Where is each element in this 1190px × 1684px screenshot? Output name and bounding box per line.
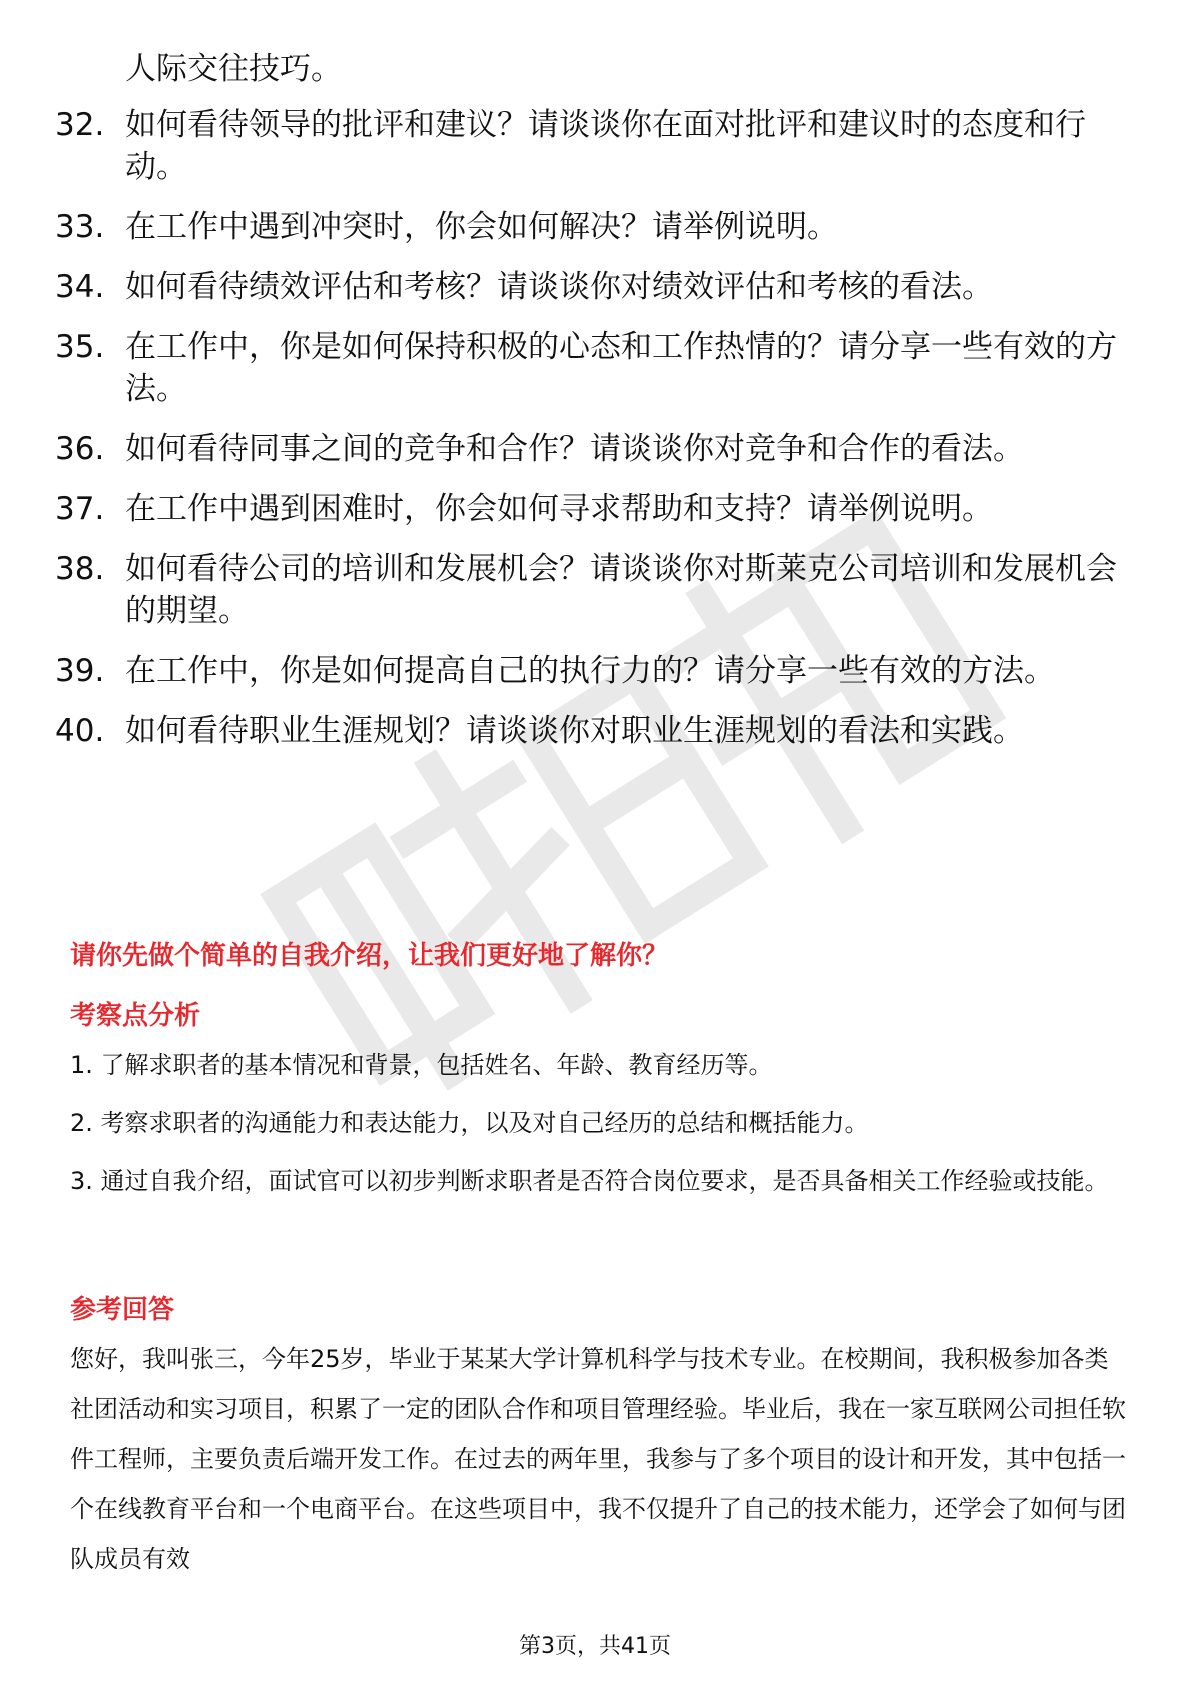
analysis-point: 1. 了解求职者的基本情况和背景，包括姓名、年龄、教育经历等。 bbox=[70, 1051, 773, 1079]
question-text: 在工作中，你是如何提高自己的执行力的？请分享一些有效的方法。 bbox=[125, 653, 1055, 689]
question-item bbox=[55, 326, 1135, 410]
question-text: 在工作中遇到困难时，你会如何寻求帮助和支持？请举例说明。 bbox=[125, 491, 993, 527]
question-item bbox=[55, 650, 1135, 692]
analysis-point: 2. 考察求职者的沟通能力和表达能力，以及对自己经历的总结和概括能力。 bbox=[70, 1109, 869, 1137]
question-text: 如何看待职业生涯规划？请谈谈你对职业生涯规划的看法和实践。 bbox=[125, 713, 1024, 749]
page-number: 第3页，共41页 bbox=[519, 1634, 671, 1659]
question-text: 在工作中，你是如何保持积极的心态和工作热情的？请分享一些有效的方法。 bbox=[125, 329, 1117, 407]
interview-question-heading: 请你先做个简单的自我介绍，让我们更好地了解你？ bbox=[70, 941, 669, 971]
question-text: 在工作中遇到冲突时，你会如何解决？请举例说明。 bbox=[125, 209, 838, 245]
question-number: 37. bbox=[55, 491, 105, 527]
question-item bbox=[55, 488, 1135, 530]
question-number: 32. bbox=[55, 107, 105, 143]
analysis-heading: 考察点分析 bbox=[70, 1001, 201, 1031]
question-number: 34. bbox=[55, 269, 105, 305]
question-number: 35. bbox=[55, 329, 105, 365]
question-number: 33. bbox=[55, 209, 105, 245]
question-number: 38. bbox=[55, 551, 105, 587]
analysis-point: 3. 通过自我介绍，面试官可以初步判断求职者是否符合岗位要求，是否具备相关工作经验或技能。 bbox=[70, 1167, 1109, 1195]
question-number: 39. bbox=[55, 653, 105, 689]
question-item bbox=[55, 104, 1135, 188]
question-text: 如何看待同事之间的竞争和合作？请谈谈你对竞争和合作的看法。 bbox=[125, 431, 1024, 467]
question-text: 如何看待公司的培训和发展机会？请谈谈你对斯莱克公司培训和发展机会的期望。 bbox=[125, 551, 1117, 629]
question-continuation: 人际交往技巧。 bbox=[125, 51, 342, 87]
answer-heading: 参考回答 bbox=[70, 1295, 175, 1325]
question-list bbox=[55, 48, 1135, 770]
question-text: 如何看待领导的批评和建议？请谈谈你在面对批评和建议时的态度和行动。 bbox=[125, 107, 1086, 185]
question-text: 如何看待绩效评估和考核？请谈谈你对绩效评估和考核的看法。 bbox=[125, 269, 993, 305]
answer-text: 您好，我叫张三，今年25岁，毕业于某某大学计算机科学与技术专业。在校期间，我积极参加各类社团活动和实习项目，积累了一定的团队合作和项目管理经验。毕业后，我在一家互联网公司担任软件工程师，主要负责后端开发工作。在过去的两年里，我参与了多个项目的设计和开发，其中包括一个在线教育平台和一个电商平台。在这些项目中，我不仅提升了自己的技术能力，还学会了如何与团队成员有效 bbox=[70, 1345, 1126, 1573]
question-item bbox=[55, 206, 1135, 248]
question-number: 36. bbox=[55, 431, 105, 467]
question-item bbox=[55, 428, 1135, 470]
question-item bbox=[55, 548, 1135, 632]
question-item bbox=[55, 266, 1135, 308]
question-item bbox=[55, 710, 1135, 752]
question-number: 40. bbox=[55, 713, 105, 749]
